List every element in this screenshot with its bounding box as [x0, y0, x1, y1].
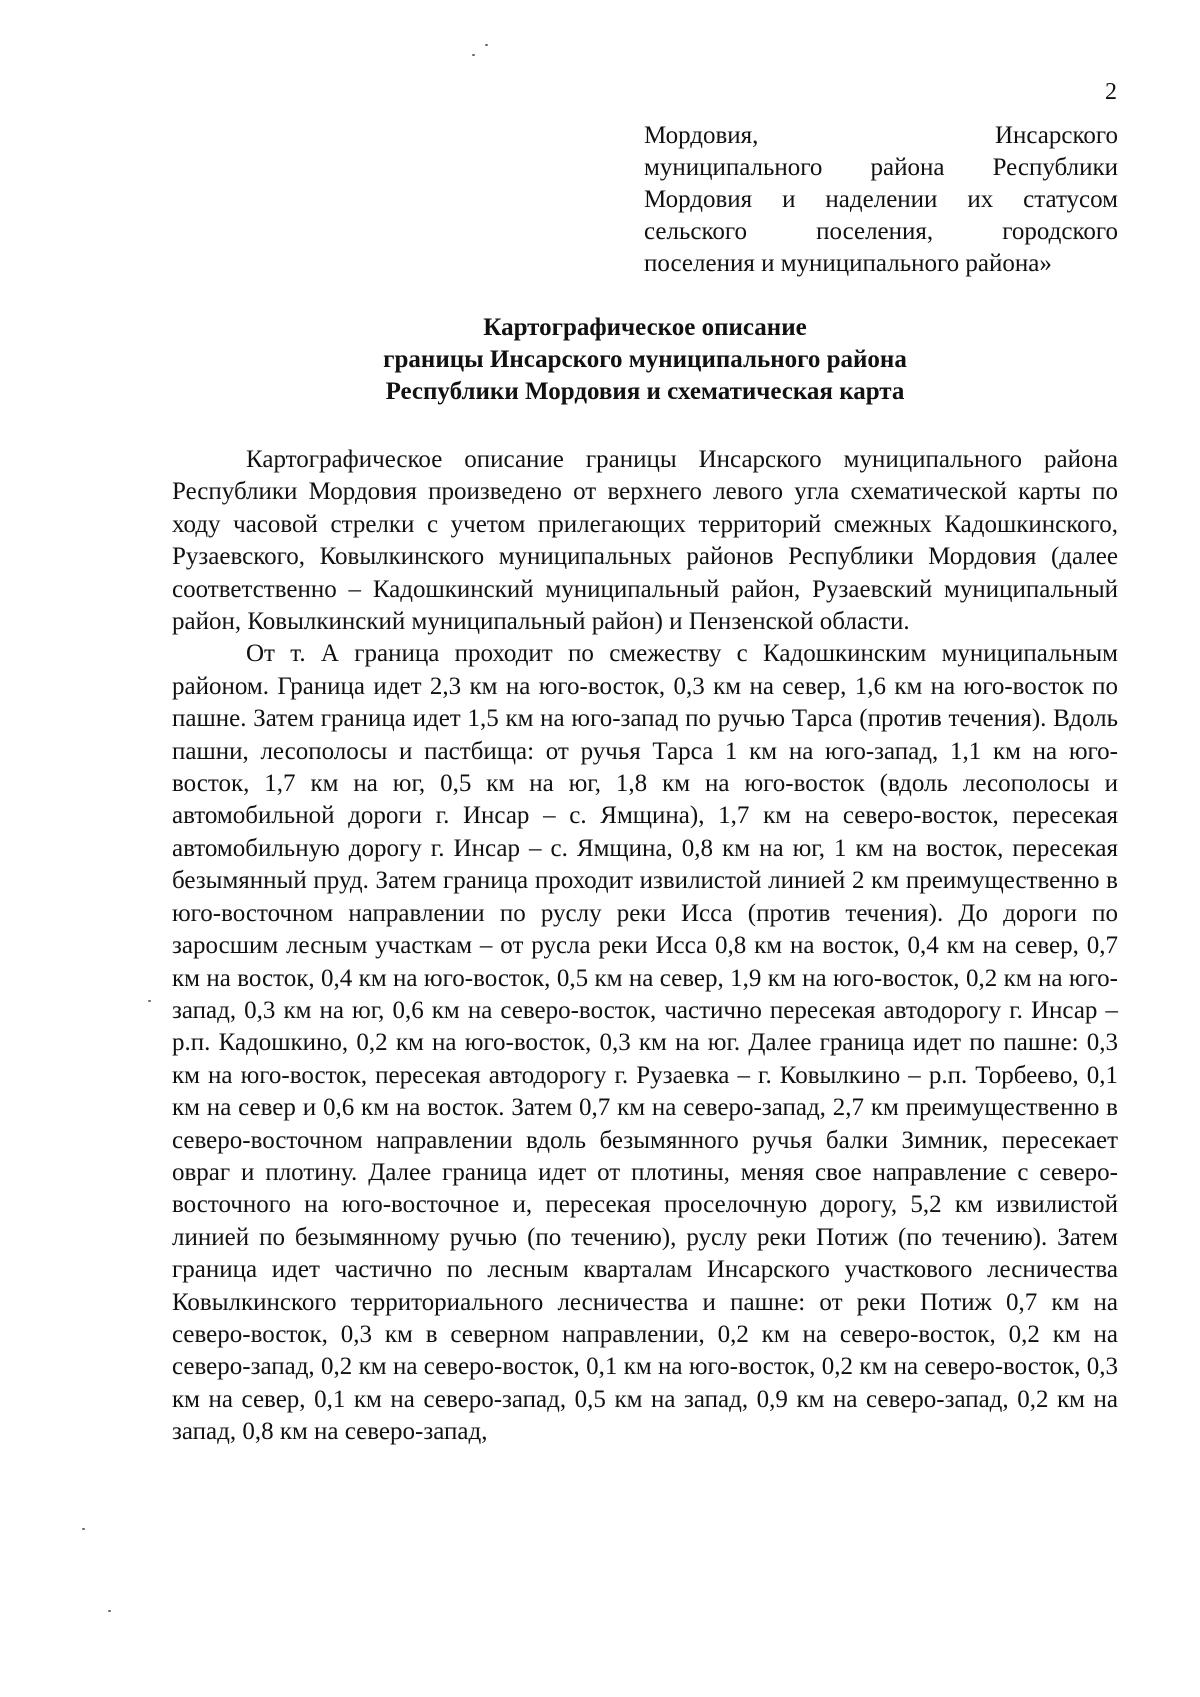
header-line: поселения и муниципального района» — [644, 250, 1052, 277]
header-line: Мордовия и наделении их статусом — [644, 186, 1118, 213]
header-line: Мордовия, Инсарского — [644, 122, 1118, 149]
scan-speck — [108, 1610, 111, 1612]
body-paragraph: От т. А граница проходит по смежеству с Кадошкинским муниципальным районом. Граница идет 2,3 км на юго-восток, 0,3 км на север, 1,6 км на юго-восток по пашне. Затем граница идет 1,5 км на юго-запад по ручью Тарса (против течения). Вдоль пашни, лесополосы и пастбища: от ручья Тарса 1 км на юго-запад, 1,1 км на юго-восток, 1,7 км на юг, 0,5 км на юг, 1,8 км на юго-восток (вдоль лесополосы и автомобильной дороги г. Инсар – с. Ямщина), 1,7 км на северо-восток, пересекая автомобильную дорогу г. Инсар – с. Ямщина, 0,8 км на юг, 1 км на восток, пересекая безымянный пруд. Затем граница проходит извилистой линией 2 км преимущественно в юго-восточном направлении по руслу реки Исса (против течения). До дороги по заросшим лесным участкам – от русла реки Исса 0,8 км на восток, 0,4 км на север, 0,7 км на восток, 0,4 км на юго-восток, 0,5 км на север, 1,9 км на юго-восток, 0,2 км на юго-запад, 0,3 км на юг, 0,6 км на северо-восток, частично пересекая автодорогу г. Инсар – р.п. Кадошкино, 0,2 км на юго-восток, 0,3 км на юг. Далее граница идет по пашне: 0,3 км на юго-восток, пересекая автодорогу г. Рузаевка – г. Ковылкино – р.п. Торбеево, 0,1 км на север и 0,6 км на восток. Затем 0,7 км на северо-запад, 2,7 км преимущественно в северо-восточном направлении вдоль безымянного ручья балки Зимник, пересекает овраг и плотину. Далее граница идет от плотины, меняя свое направление с северо-восточного на юго-восточное и, пересекая проселочную дорогу, 5,2 км извилистой линией по безымянному ручью (по течению), руслу реки Потиж (по течению). Затем граница идет частично по лесным кварталам Инсарского участкового лесничества Ковылкинского территориального лесничества и пашне: от реки Потиж 0,7 км на северо-восток, 0,3 км в северном направлении, 0,2 км на северо-восток, 0,2 км на северо-запад, 0,2 км на северо-восток, 0,1 км на юго-восток, 0,2 км на северо-восток, 0,3 км на север, 0,1 км на северо-запад, 0,5 км на запад, 0,9 км на северо-запад, 0,2 км на запад, 0,8 км на северо-запад, — [172, 640, 1118, 1446]
title-line: Картографическое описание — [483, 314, 807, 341]
header-line: муниципального района Республики — [644, 154, 1118, 181]
title-line: Республики Мордовия и схематическая карта — [385, 378, 905, 405]
scan-speck — [485, 44, 488, 46]
title-line: границы Инсарского муниципального района — [383, 346, 907, 373]
document-title — [172, 312, 1118, 408]
scan-speck — [148, 1000, 151, 1002]
scan-speck — [472, 54, 475, 56]
body-paragraph: Картографическое описание границы Инсарского муниципального района Республики Мордовия произведено от верхнего левого угла схематической карты по ходу часовой стрелки с учетом прилегающих территорий смежных Кадошкинского, Рузаевского, Ковылкинского муниципальных районов Республики Мордовия (далее соответственно – Кадошкинский муниципальный район, Рузаевский муниципальный район, Ковылкинский муниципальный район) и Пензенской области. — [172, 446, 1118, 636]
header-line: сельского поселения, городского — [644, 218, 1118, 245]
document-body — [172, 444, 1118, 1449]
scan-speck — [82, 1528, 85, 1530]
header-reference-block — [644, 120, 1118, 280]
page-number: 2 — [1105, 79, 1117, 105]
